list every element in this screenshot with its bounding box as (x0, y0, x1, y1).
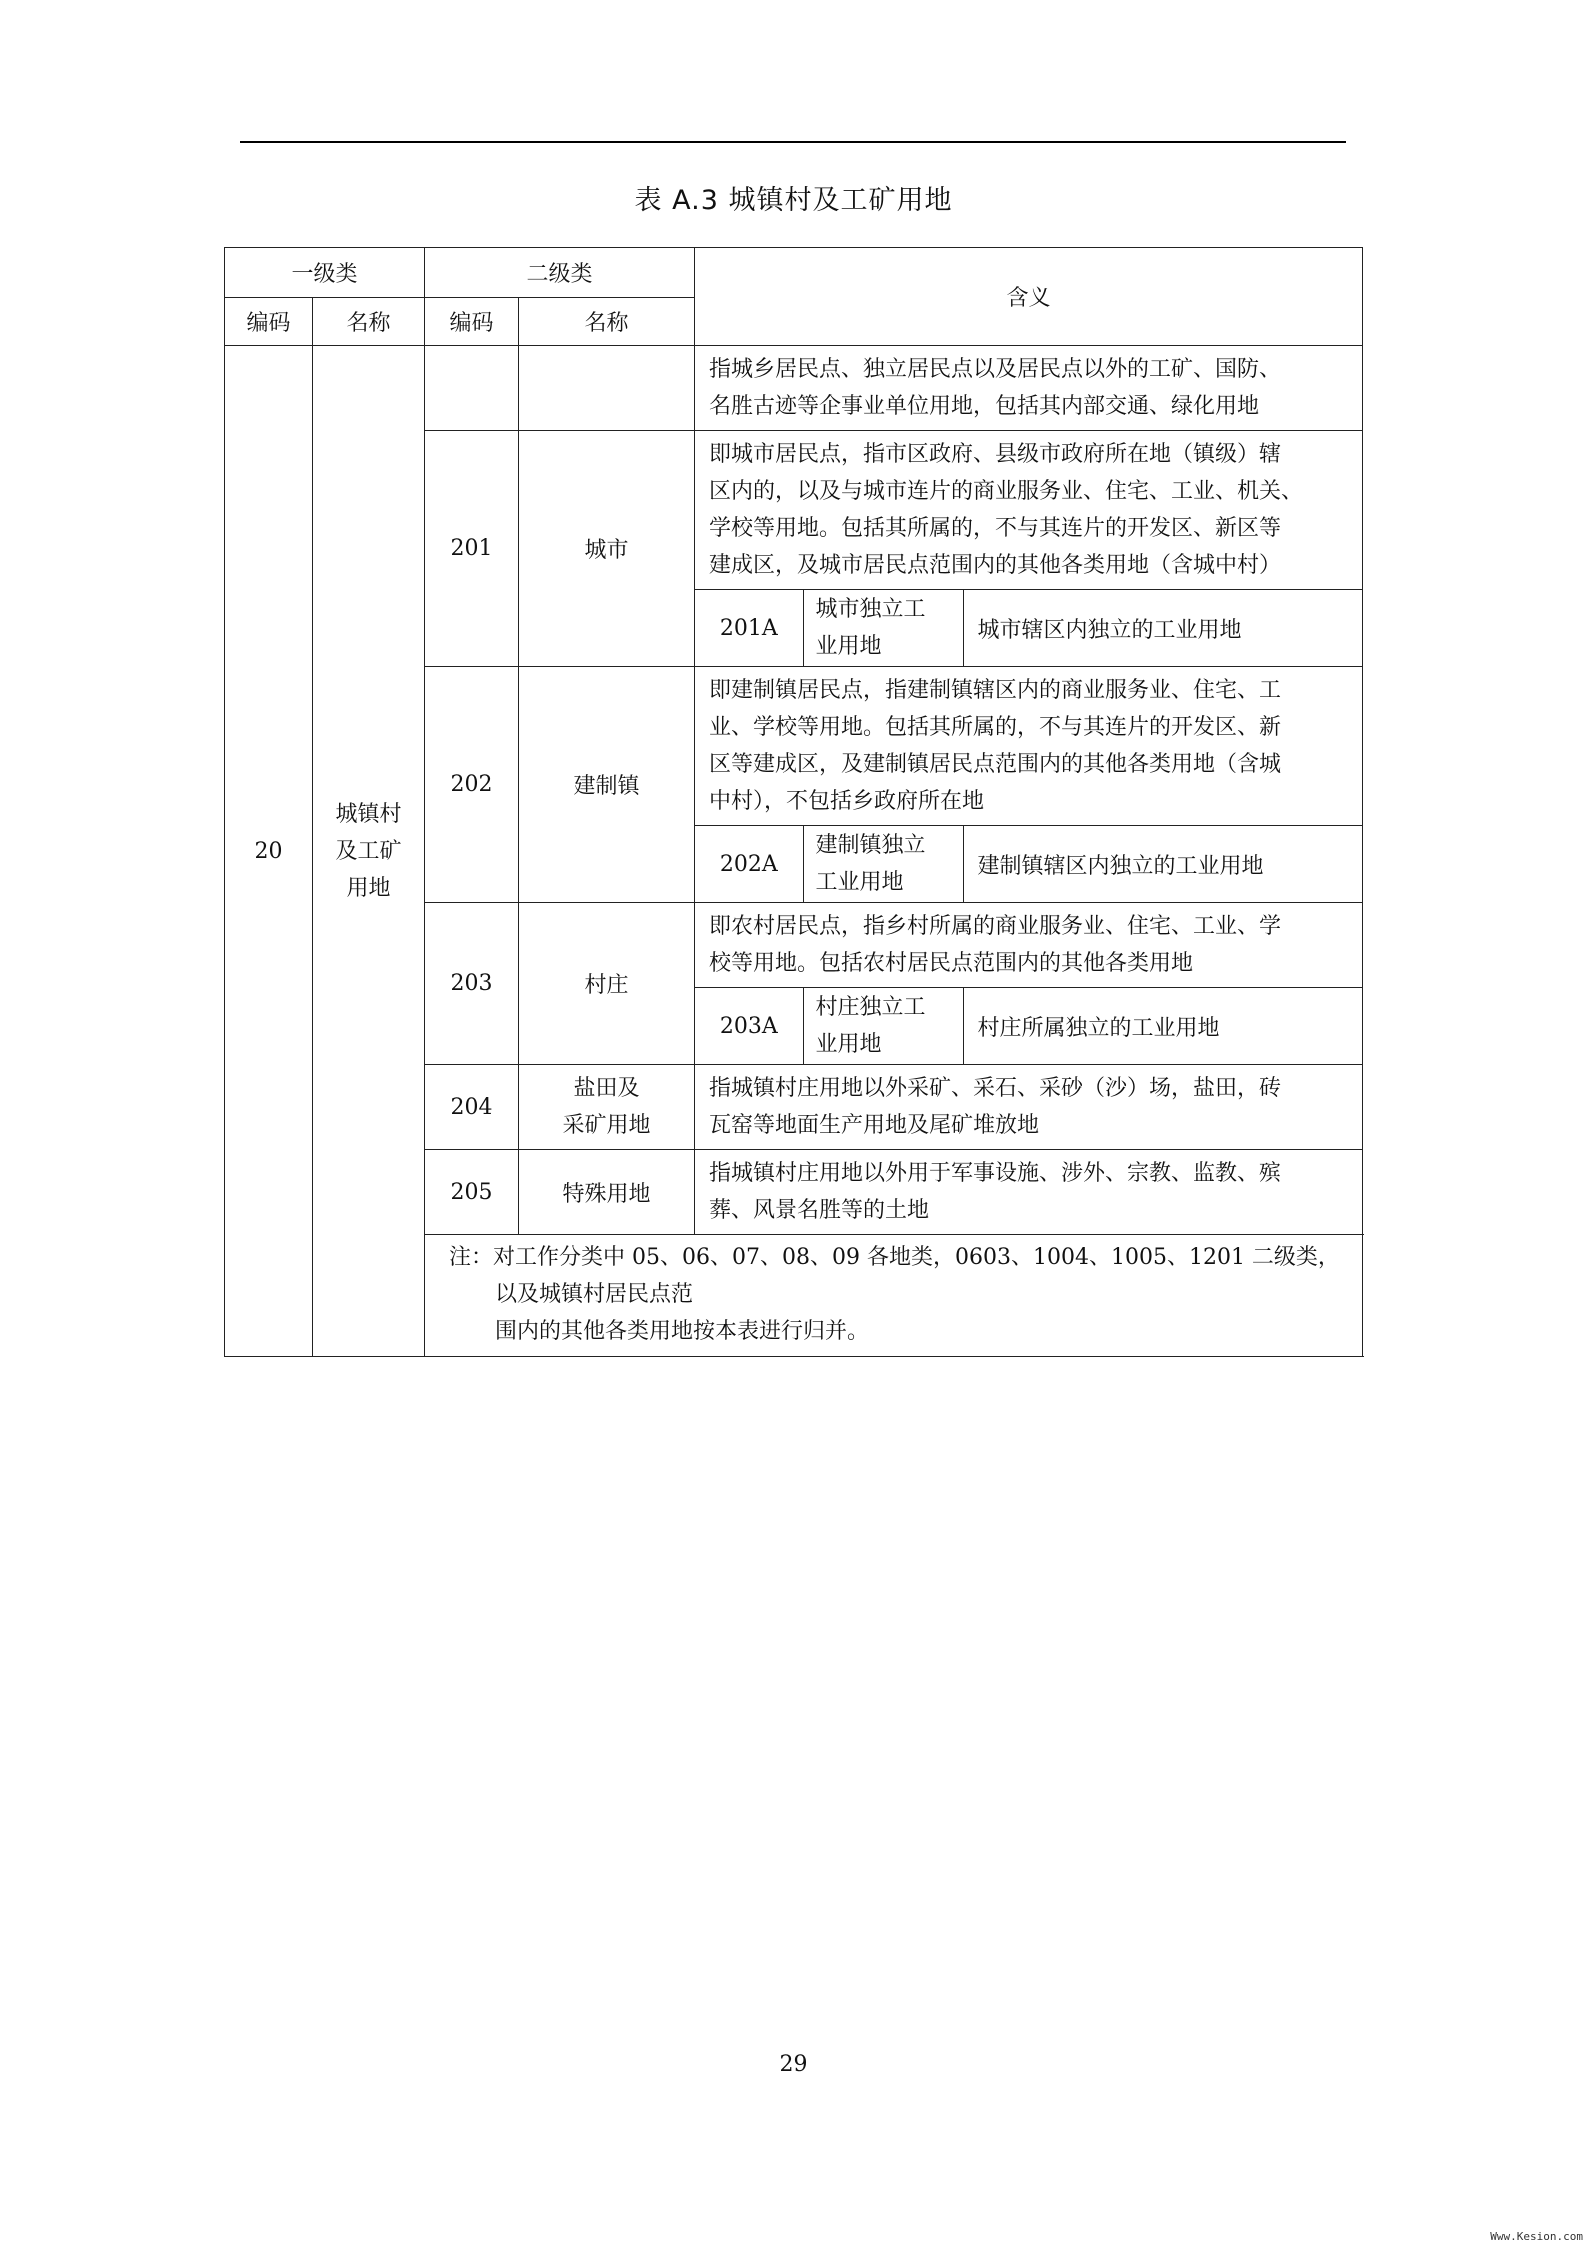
subcategory-table (695, 590, 1362, 666)
level1-empty-name (519, 346, 695, 431)
subcategory-name (803, 826, 963, 902)
header-rule (240, 141, 1346, 143)
category-name-204 (519, 1065, 695, 1150)
category-name-line: 采矿用地 (562, 1113, 651, 1138)
note-text (437, 1239, 1350, 1350)
subcategory-meaning: 村庄所属独立的工业用地 (977, 1015, 1220, 1041)
subcategory-name-line: 建制镇独立 (815, 833, 926, 858)
subcategory-table (695, 988, 1362, 1064)
level1-meaning (695, 346, 1363, 431)
table-title: 表 A.3 城镇村及工矿用地 (634, 185, 953, 216)
meaning-line: 校等用地。包括农村居民点范围内的其他各类用地 (709, 951, 1194, 976)
subcategory-code: 202A (695, 826, 803, 902)
subcategory-table (695, 826, 1362, 902)
header-level2-name: 名称 (519, 298, 695, 346)
category-name-203: 村庄 (519, 903, 695, 1065)
meaning-line: 中村），不包括乡政府所在地 (709, 789, 985, 814)
note-line: 围内的其他各类用地按本表进行归并。 (495, 1319, 870, 1344)
meaning-line: 区等建成区，及建制镇居民点范围内的其他各类用地（含城 (709, 752, 1282, 777)
category-meaning-204 (695, 1065, 1363, 1150)
page-number: 29 (779, 2052, 808, 2077)
table-note (425, 1235, 1363, 1357)
category-code-205: 205 (425, 1150, 519, 1235)
subcategory-name (803, 988, 963, 1064)
category-meaning-202 (695, 667, 1363, 826)
category-name-202: 建制镇 (519, 667, 695, 903)
meaning-line: 葬、风景名胜等的土地 (709, 1198, 930, 1223)
category-meaning-201 (695, 431, 1363, 590)
subcategory-name-line: 工业用地 (815, 870, 904, 895)
subcategory-name-line: 业用地 (815, 634, 882, 659)
meaning-line: 业、学校等用地。包括其所属的，不与其连片的开发区、新 (709, 715, 1282, 740)
header-level1-code: 编码 (225, 298, 313, 346)
meaning-line: 即农村居民点，指乡村所属的商业服务业、住宅、工业、学 (709, 914, 1282, 939)
category-name-201: 城市 (519, 431, 695, 667)
header-level2: 二级类 (425, 248, 695, 298)
category-code-204: 204 (425, 1065, 519, 1150)
subcategory-meaning: 城市辖区内独立的工业用地 (977, 617, 1242, 643)
category-code-202: 202 (425, 667, 519, 903)
meaning-line: 瓦窑等地面生产用地及尾矿堆放地 (709, 1113, 1040, 1138)
subcategory-name-line: 城市独立工 (815, 597, 926, 622)
subcategory-code: 203A (695, 988, 803, 1064)
meaning-line: 学校等用地。包括其所属的，不与其连片的开发区、新区等 (709, 516, 1282, 541)
category-code-203: 203 (425, 903, 519, 1065)
subcategory-name-line: 村庄独立工 (815, 995, 926, 1020)
subcategory-name (803, 590, 963, 666)
subcategory-name-line: 业用地 (815, 1032, 882, 1057)
meaning-line: 名胜古迹等企事业单位用地，包括其内部交通、绿化用地 (709, 394, 1260, 419)
land-use-table (224, 247, 1363, 1357)
note-prefix: 注： (449, 1245, 494, 1270)
category-meaning-203 (695, 903, 1363, 988)
meaning-line: 指城镇村庄用地以外采矿、采石、采砂（沙）场，盐田，砖 (709, 1076, 1282, 1101)
category-name-205: 特殊用地 (519, 1150, 695, 1235)
meaning-line: 即建制镇居民点，指建制镇辖区内的商业服务业、住宅、工 (709, 678, 1282, 703)
category-name-line: 盐田及 (573, 1076, 640, 1101)
meaning-line: 区内的，以及与城市连片的商业服务业、住宅、工业、机关、 (709, 479, 1304, 504)
meaning-line: 即城市居民点，指市区政府、县级市政府所在地（镇级）辖 (709, 442, 1282, 467)
category-meaning-205 (695, 1150, 1363, 1235)
header-level2-code: 编码 (425, 298, 519, 346)
subcategory-code: 201A (695, 590, 803, 666)
level1-code: 20 (225, 346, 313, 1357)
header-level1: 一级类 (225, 248, 425, 298)
level1-name-line: 及工矿 (335, 838, 402, 864)
header-meaning: 含义 (695, 248, 1363, 346)
watermark: Www.Kesion.com (1490, 2230, 1583, 2243)
level1-name-line: 城镇村 (335, 801, 402, 827)
meaning-line: 指城乡居民点、独立居民点以及居民点以外的工矿、国防、 (709, 357, 1282, 382)
meaning-line: 指城镇村庄用地以外用于军事设施、涉外、宗教、监教、殡 (709, 1161, 1282, 1186)
level1-empty-code (425, 346, 519, 431)
level1-name (313, 346, 425, 1357)
subcategory-meaning: 建制镇辖区内独立的工业用地 (977, 853, 1264, 879)
subcategory-202A (695, 826, 1363, 903)
note-line: 对工作分类中 05、06、07、08、09 各地类，0603、1004、1005、1201 二级类，以及城镇村居民点范 (493, 1245, 1340, 1307)
header-level1-name: 名称 (313, 298, 425, 346)
category-code-201: 201 (425, 431, 519, 667)
subcategory-201A (695, 590, 1363, 667)
meaning-line: 建成区，及城市居民点范围内的其他各类用地（含城中村） (709, 553, 1282, 578)
subcategory-203A (695, 988, 1363, 1065)
level1-name-line: 用地 (346, 875, 391, 901)
